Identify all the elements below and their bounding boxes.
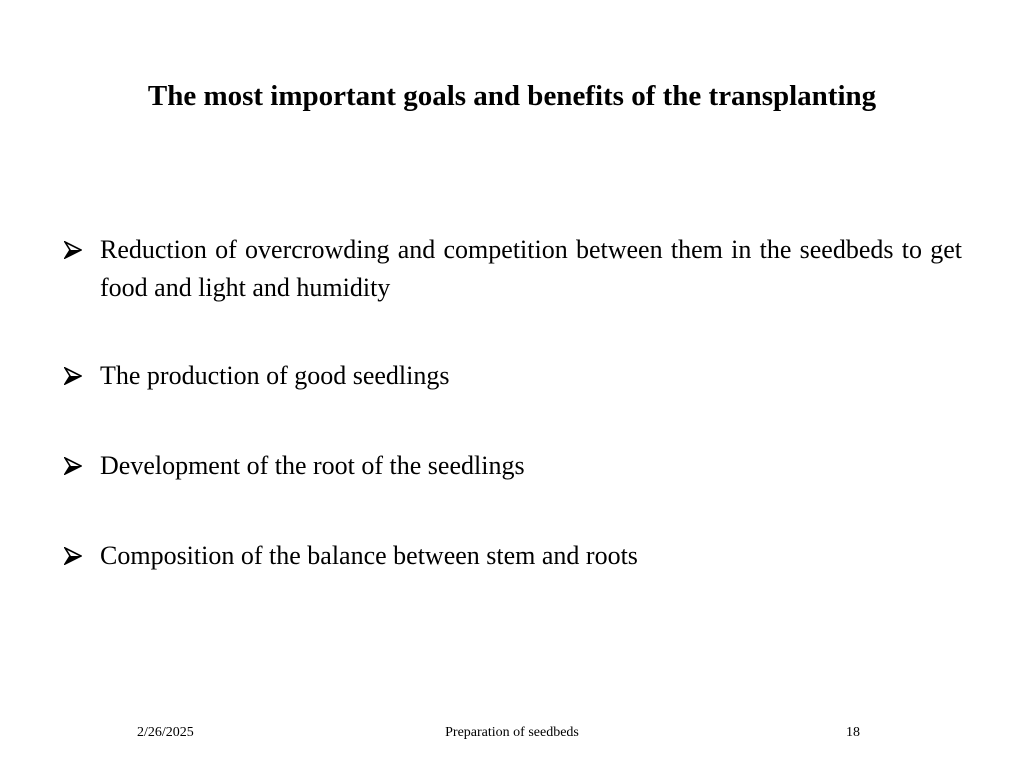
list-item (62, 537, 962, 575)
bullet-text: Development of the root of the seedlings (100, 451, 525, 480)
arrow-bullet-icon (64, 241, 82, 259)
bullet-list (62, 231, 962, 627)
footer-date: 2/26/2025 (137, 725, 194, 740)
arrow-bullet-icon (64, 457, 82, 475)
slide-title: The most important goals and benefits of the transplanting (147, 80, 877, 112)
list-item (62, 231, 962, 307)
list-item (62, 447, 962, 485)
arrow-bullet-icon (64, 367, 82, 385)
footer-title: Preparation of seedbeds (445, 725, 579, 740)
bullet-text: The production of good seedlings (100, 361, 450, 390)
arrow-bullet-icon (64, 547, 82, 565)
page-number: 18 (846, 725, 860, 740)
bullet-text: Reduction of overcrowding and competition between them in the seedbeds to get food and light and humidity (100, 235, 962, 302)
bullet-text: Composition of the balance between stem and roots (100, 541, 638, 570)
list-item (62, 357, 962, 395)
